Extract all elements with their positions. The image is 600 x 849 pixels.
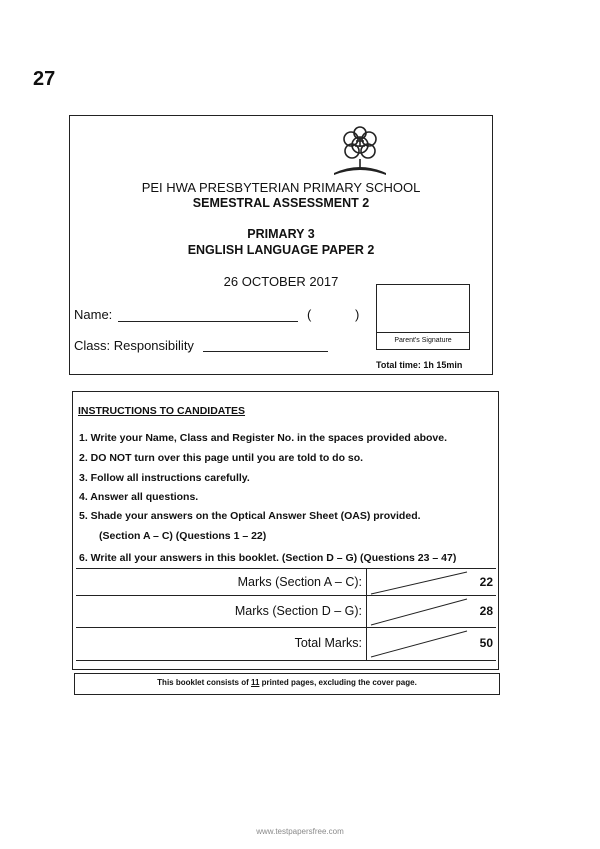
instruction-item: 1. Write your Name, Class and Register No. in the spaces provided above.: [79, 432, 448, 444]
register-number-open-paren: (: [307, 307, 312, 322]
marks-score-cell[interactable]: [366, 596, 497, 628]
paper-title: ENGLISH LANGUAGE PAPER 2: [187, 243, 375, 257]
score-divider-diagonal: [367, 569, 497, 596]
instruction-item-continuation: (Section A – C) (Questions 1 – 22): [99, 530, 267, 542]
marks-max-value: 22: [479, 575, 493, 589]
pages-note-prefix: This booklet consists of: [157, 678, 251, 687]
total-time: Total time: 1h 15min: [376, 360, 463, 370]
pages-note-box: [74, 673, 500, 695]
pages-note: [75, 678, 499, 687]
register-number-close-paren: ): [355, 307, 360, 322]
school-crest-icon: [320, 119, 400, 179]
instruction-item: 3. Follow all instructions carefully.: [79, 472, 250, 484]
name-field-line[interactable]: [118, 321, 298, 322]
marks-score-cell[interactable]: [366, 628, 497, 660]
instructions-heading: INSTRUCTIONS TO CANDIDATES: [78, 405, 246, 417]
marks-max-value: 50: [479, 636, 493, 650]
marks-max-value: 28: [479, 604, 493, 618]
instruction-item: 4. Answer all questions.: [79, 491, 199, 503]
footer-url: www.testpapersfree.com: [256, 827, 344, 836]
instruction-item: 2. DO NOT turn over this page until you are told to do so.: [79, 452, 364, 464]
cover-box: [69, 115, 493, 375]
school-name: PEI HWA PRESBYTERIAN PRIMARY SCHOOL: [141, 180, 421, 195]
pages-note-suffix: printed pages, excluding the cover page.: [259, 678, 417, 687]
page-number: 27: [33, 68, 56, 90]
marks-label: Total Marks:: [294, 636, 362, 650]
parent-signature-box[interactable]: [376, 284, 470, 350]
marks-label: Marks (Section A – C):: [237, 575, 362, 589]
class-label: Class: Responsibility: [74, 338, 194, 353]
exam-date: 26 OCTOBER 2017: [223, 274, 339, 289]
score-divider-diagonal: [367, 596, 497, 628]
marks-row-section-a-c: [76, 568, 496, 596]
marks-row-total: [76, 627, 496, 661]
instruction-item: 5. Shade your answers on the Optical Answer Sheet (OAS) provided.: [79, 510, 421, 522]
instructions-box: [72, 391, 499, 670]
marks-row-section-d-g: [76, 595, 496, 628]
class-field-line[interactable]: [203, 351, 328, 352]
signature-caption: Parent's Signature: [377, 332, 469, 349]
assessment-title: SEMESTRAL ASSESSMENT 2: [192, 196, 370, 210]
name-label: Name:: [74, 307, 113, 322]
marks-label: Marks (Section D – G):: [234, 604, 362, 618]
level: PRIMARY 3: [247, 227, 315, 241]
instruction-item: 6. Write all your answers in this booklet. (Section D – G) (Questions 23 – 47): [79, 552, 457, 564]
marks-score-cell[interactable]: [366, 569, 497, 596]
score-divider-diagonal: [367, 628, 497, 660]
pages-count: 11: [250, 678, 260, 687]
